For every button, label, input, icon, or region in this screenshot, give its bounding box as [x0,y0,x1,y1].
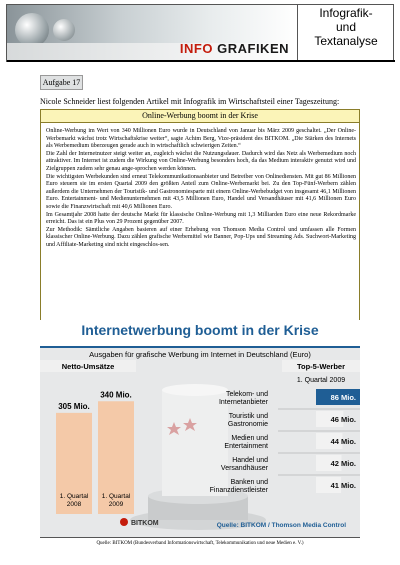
header-banner [7,5,297,61]
top5-category-label: Banken und [230,479,268,486]
top5-werber-table [210,360,360,494]
globe-small-icon [53,19,75,41]
top5-category-label: Versandhäuser [220,465,268,472]
top5-category-label: Gastronomie [227,421,268,428]
bar-category-label: 1. Quartal [59,493,89,500]
netto-umsaetze-chart [40,360,136,514]
bar-value-label: 305 Mio. [58,401,90,411]
infographic-bottom-rule [40,537,360,538]
source-note: Quelle: BITKOM (Bundesverband Informationswirtschaft, Telekommunikation und neue Medien e. V.) [96,541,304,546]
top5-category-label: Entertainment [224,443,268,450]
brand-grafiken-text: GRAFIKEN [217,41,289,56]
top5-category-label: Touristik und [228,413,268,420]
article-paragraph: Zur Methodik: Sämtliche Angaben basieren auf einer Erhebung von Thomson Media Control und umfassen alle Formen klassischer Online-Werbung. Dazu zählen grafische Werbemittel wie Banner, Pop-Ups und Streaming Ads. Suchwort-Marketing und Affiliate-Marketing sind nicht eingeschlos-sen. [46,226,356,248]
bitkom-logo-text: BITKOM [131,520,159,527]
article-paragraph: Die Zahl der Internetnutzer steigt weiter an, zugleich wächst die Nutzungsdauer. Dadurch wird das Netz als Werbemedium noch attraktiver. Im Internet ist zudem die Wirkung von Online-Werbung besonders hoch, da das Medium interaktiv genutzt wird und Zielgruppen zudem sehr genau ange-sprochen werden können. [46,150,356,172]
infographic-chart [40,360,360,537]
top5-value-label: 86 Mio. [330,393,356,402]
bar-category-label: 1. Quartal [101,493,131,500]
infographic-title: Internetwerbung boomt in der Krise [81,322,319,338]
bar-category-label: 2008 [66,501,82,508]
bitkom-logo [120,518,159,527]
top5-category-label: Finanzdienstleister [209,487,268,494]
netto-title: Netto-Umsätze [61,362,115,371]
article-headline: Online-Werbung boomt in der Krise [41,110,359,123]
article-paragraph: Im Gesamtjahr 2008 hatte der deutsche Markt für klassische Online-Werbung mit 1,3 Milliarden Euro eine neue Rekordmarke erreicht. Das ist ein Plus von 29 Prozent gegenüber 2007. [46,211,356,226]
top5-category-label: Telekom- und [225,391,268,398]
article-paragraph: Online-Werbung im Wert von 340 Millionen Euro wurde in Deutschland von Januar bis März 2009 geschaltet. „Der Online-Werbemarkt wächst trotz Wirtschaftskrise weiter“, sagte Achim Berg, Vize-präsident des BITKOM. „Die Stärken des Internets als Werbemedium überzeugen gerade auch in wirtschaftlich schwierigen Zeiten.“ [46,128,356,150]
task-intro: Nicole Schneider liest folgenden Artikel mit Infografik im Wirtschaftsteil einer Tageszeitung: [40,97,340,106]
brand-logo [180,41,289,56]
top5-category-label: Internetanbieter [218,399,268,406]
header-title [298,6,394,48]
top5-value-label: 46 Mio. [330,415,356,424]
top5-value-label: 42 Mio. [330,459,356,468]
top5-category-label: Medien und [231,435,268,442]
infographic-subtitle: Ausgaben für grafische Werbung im Internet in Deutschland (Euro) [89,350,311,359]
header-rule [7,60,395,62]
bar-value-label: 340 Mio. [100,390,132,400]
top5-category-label: Handel und [232,457,268,464]
header-title-line3: Textanalyse [314,34,378,48]
brand-info-text: INFO [179,41,213,56]
globe-icon [15,13,49,47]
header-title-line2: und [335,20,357,34]
infographic-credit: Quelle: BITKOM / Thomson Media Control [216,522,346,529]
article-paragraph: Die wichtigsten Werbekunden sind erneut Telekommunikationsanbieter und Betreiber von Onlinediensten. Mit gut 86 Millionen Euro steuern sie im ersten Quartal 2009 den größten Anteil zum Online-Werbemarkt bei. Zu den Top-Fünf-Werbern zählen außerdem die Unternehmen der Touristik- und Gastronomiesparte mit einem Online-Werbebudget von insgesamt 46,1 Millionen Euro. Entertainment- und Medienunternehmen mit 43,5 Millionen Euro, Handel und Versandhäuser mit 41,6 Millionen Euro sowie die Finanzwirtschaft mit 40,6 Millionen Euro. [46,173,356,210]
top5-title: Top-5-Werber [296,362,346,371]
task-label: Aufgabe 17 [40,75,83,90]
article-body [46,128,356,250]
bar-category-label: 2009 [108,501,124,508]
top5-subtitle: 1. Quartal 2009 [296,377,346,384]
top5-value-label: 41 Mio. [330,481,356,490]
top5-value-label: 44 Mio. [330,437,356,446]
header-title-line1: Infografik- [319,6,373,20]
